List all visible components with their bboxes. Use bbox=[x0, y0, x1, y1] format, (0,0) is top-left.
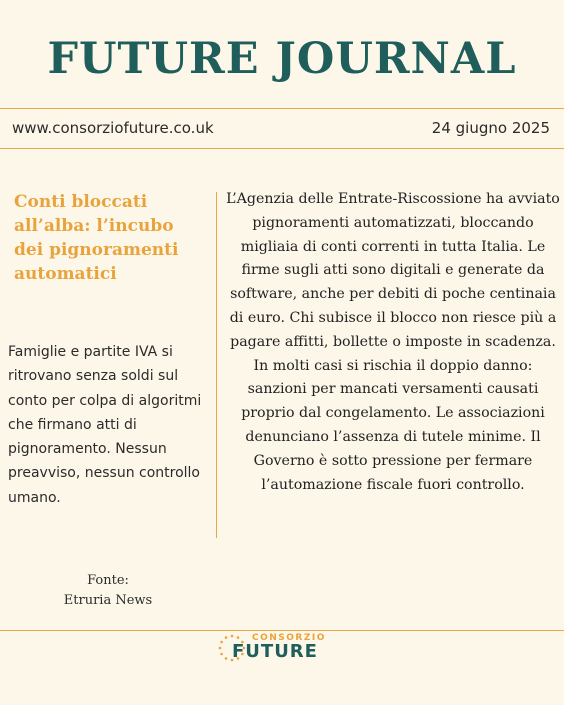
column-divider bbox=[216, 192, 217, 538]
info-divider bbox=[0, 148, 564, 149]
source-credit bbox=[38, 571, 178, 611]
logo-consorzio-text: CONSORZIO bbox=[252, 633, 326, 643]
website-url: www.consorziofuture.co.uk bbox=[12, 119, 214, 137]
article-headline: Conti bloccati all’alba: l’incubo dei pignoramenti automatici bbox=[14, 192, 179, 284]
masthead-title: FUTURE JOURNAL bbox=[47, 34, 517, 84]
article-summary: Famiglie e partite IVA si ritrovano senza soldi sul conto per colpa di algoritmi che firmano atti di pignoramento. Nessun preavviso, nessun controllo umano. bbox=[8, 344, 202, 506]
source-name: Etruria News bbox=[63, 593, 153, 608]
article-body: L’Agenzia delle Entrate-Riscossione ha avviato pignoramenti automatizzati, bloccando migliaia di conti correnti in tutta Italia. Le firme sugli atti sono digitali e generate da software, anche per debiti di poche centinaia di euro. Chi subisce il blocco non riesce più a pagare affitti, bollette o imposte in scadenza. In molti casi si rischia il doppio danno: sanzioni per mancati versamenti causati proprio dal congelamento. Le associazioni denunciano l’assenza di tutele minime. Il Governo è sotto pressione per fermare l’automazione fiscale fuori controllo. bbox=[226, 191, 560, 493]
top-divider bbox=[0, 108, 564, 109]
publication-date: 24 giugno 2025 bbox=[431, 119, 550, 137]
source-label: Fonte: bbox=[87, 573, 129, 588]
consorzio-future-logo bbox=[214, 630, 334, 666]
logo-future-text: FUTURE bbox=[232, 641, 318, 662]
